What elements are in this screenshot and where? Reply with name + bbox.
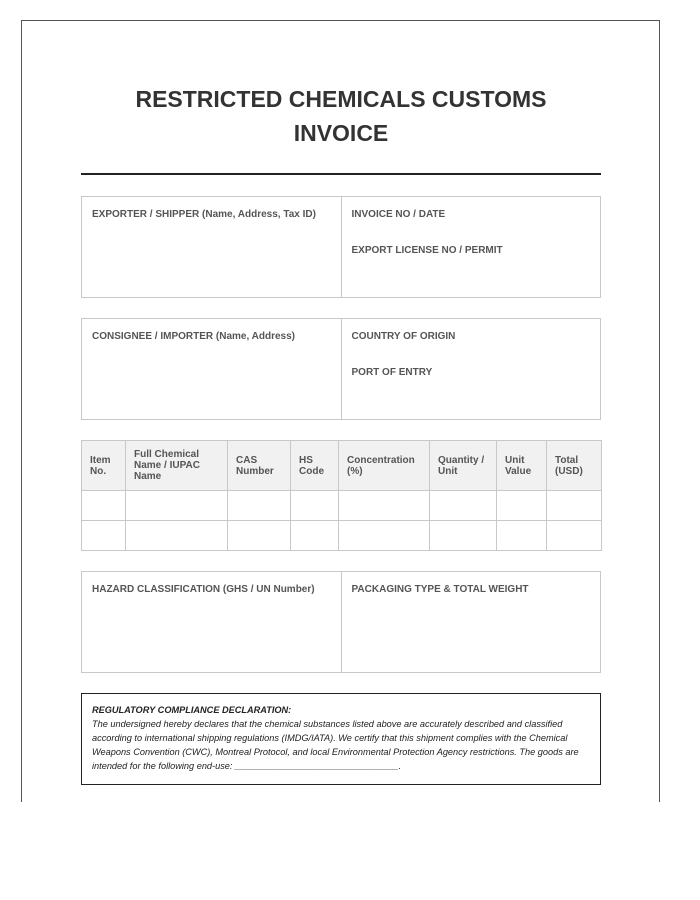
hazard-packaging-section	[81, 571, 601, 673]
col-header-chemical-name: Full Chemical Name / IUPAC Name	[126, 441, 228, 491]
title-line-1: RESTRICTED CHEMICALS CUSTOMS	[135, 86, 547, 112]
packaging-weight-field[interactable]	[341, 572, 601, 672]
table-cell[interactable]	[82, 521, 126, 551]
table-cell[interactable]	[497, 491, 547, 521]
title-line-2: INVOICE	[293, 120, 389, 146]
declaration-heading: REGULATORY COMPLIANCE DECLARATION:	[92, 705, 292, 715]
title-divider	[81, 173, 601, 175]
compliance-declaration-box	[81, 693, 601, 785]
table-cell[interactable]	[497, 521, 547, 551]
table-cell[interactable]	[547, 521, 602, 551]
table-cell[interactable]	[291, 521, 339, 551]
table-header-row	[82, 441, 602, 491]
col-header-cas-number: CAS Number	[228, 441, 291, 491]
table-row	[82, 491, 602, 521]
chemical-items-table	[81, 440, 602, 551]
consignee-origin-section	[81, 318, 601, 420]
col-header-concentration: Concentration (%)	[339, 441, 430, 491]
col-header-total-usd: Total (USD)	[547, 441, 602, 491]
table-cell[interactable]	[430, 491, 497, 521]
col-header-hs-code: HS Code	[291, 441, 339, 491]
col-header-item-no: Item No.	[82, 441, 126, 491]
document-title	[81, 82, 601, 150]
hazard-classification-field[interactable]	[82, 572, 341, 672]
origin-entry-field[interactable]	[341, 319, 601, 419]
export-license-label: EXPORT LICENSE NO / PERMIT	[351, 245, 503, 256]
invoice-no-label: INVOICE NO / DATE	[351, 209, 446, 220]
table-cell[interactable]	[82, 491, 126, 521]
table-cell[interactable]	[291, 491, 339, 521]
table-cell[interactable]	[126, 491, 228, 521]
consignee-field[interactable]	[82, 319, 341, 419]
table-cell[interactable]	[339, 521, 430, 551]
hazard-classification-label: HAZARD CLASSIFICATION (GHS / UN Number)	[92, 584, 315, 595]
table-cell[interactable]	[228, 521, 291, 551]
port-of-entry-label: PORT OF ENTRY	[351, 367, 433, 378]
table-row	[82, 521, 602, 551]
packaging-weight-label: PACKAGING TYPE & TOTAL WEIGHT	[351, 584, 529, 595]
table-cell[interactable]	[547, 491, 602, 521]
table-cell[interactable]	[430, 521, 497, 551]
exporter-label: EXPORTER / SHIPPER (Name, Address, Tax ID)	[92, 209, 316, 220]
country-of-origin-label: COUNTRY OF ORIGIN	[351, 331, 456, 342]
exporter-field[interactable]	[82, 197, 341, 297]
table-cell[interactable]	[126, 521, 228, 551]
declaration-body: The undersigned hereby declares that the chemical substances listed above are accurately described and classified according to international shipping regulations (IMDG/IATA). We certify that this shipment complies with the Chemical Weapons Convention (CWC), Montreal Protocol, and local Environmental Protection Agency restrictions. The goods are intended for the following end-use: ________________________________.	[92, 719, 579, 771]
invoice-license-field[interactable]	[341, 197, 601, 297]
consignee-label: CONSIGNEE / IMPORTER (Name, Address)	[92, 331, 295, 342]
col-header-quantity-unit: Quantity / Unit	[430, 441, 497, 491]
table-cell[interactable]	[339, 491, 430, 521]
col-header-unit-value: Unit Value	[497, 441, 547, 491]
table-cell[interactable]	[228, 491, 291, 521]
shipper-invoice-section	[81, 196, 601, 298]
